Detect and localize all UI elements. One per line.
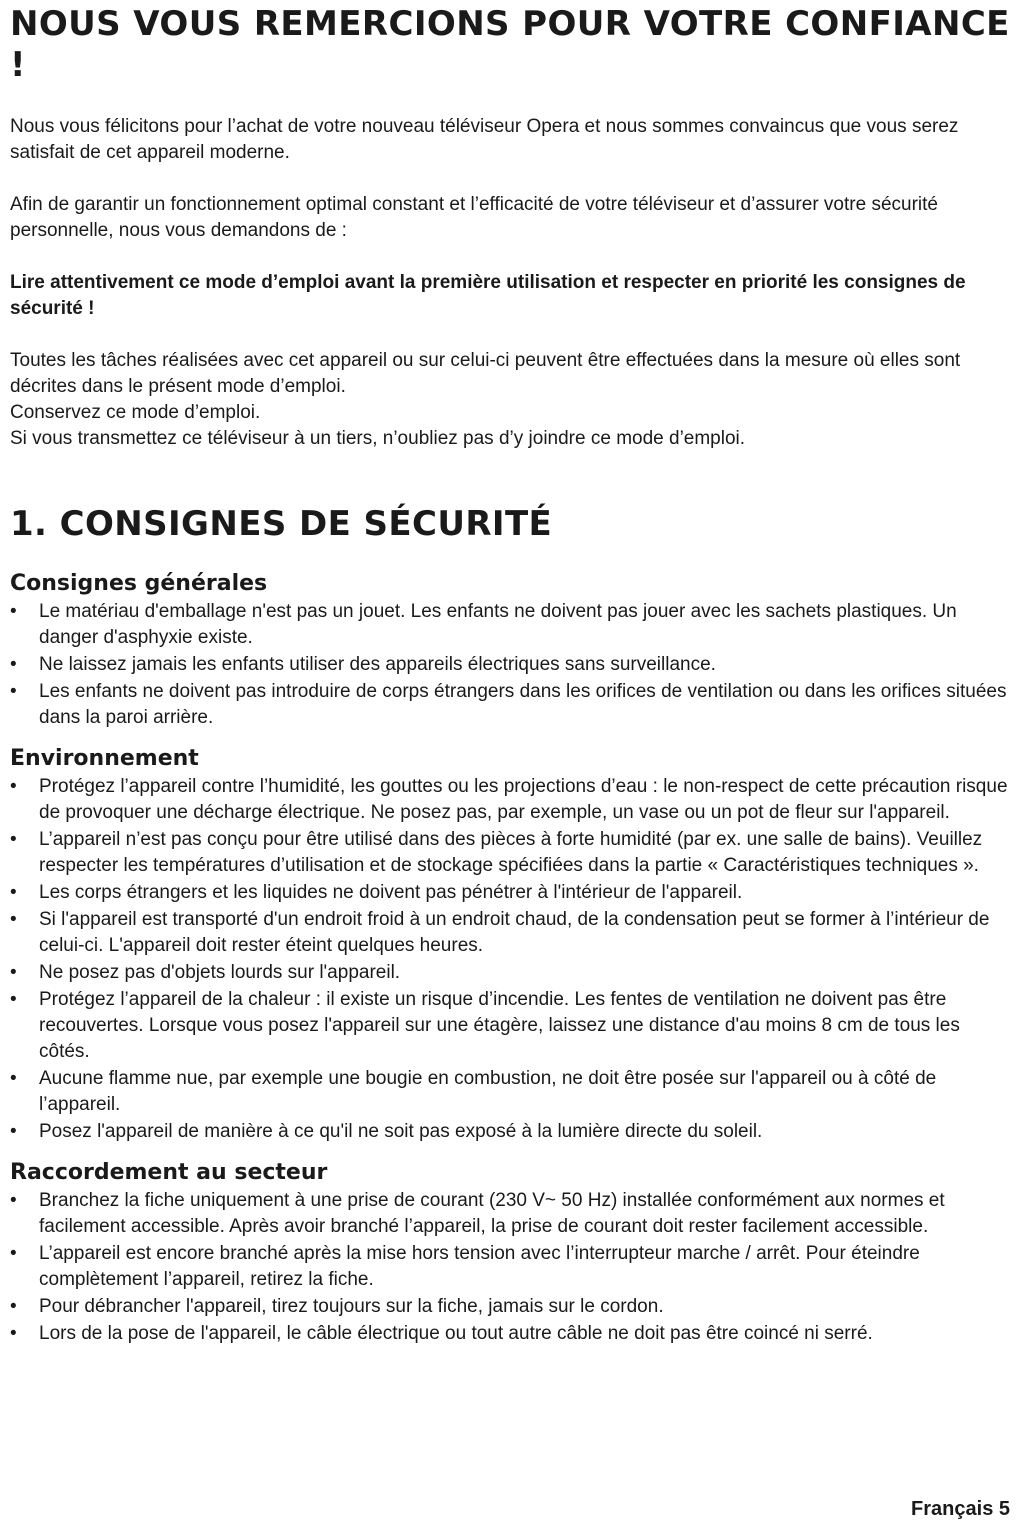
bullet-icon: •: [10, 1323, 17, 1344]
list-item: [10, 1188, 1010, 1240]
list-item: [10, 987, 1010, 1065]
list-item-text: Si l'appareil est transporté d'un endroit froid à un endroit chaud, de la condensation peut se former à l’intérieur de celui-ci. L'appareil doit rester éteint quelques heures.: [39, 909, 990, 956]
list-item-text: Les corps étrangers et les liquides ne doivent pas pénétrer à l'intérieur de l'appareil.: [39, 882, 743, 903]
bullet-icon: •: [10, 1243, 17, 1264]
bullet-icon: •: [10, 909, 17, 930]
list-item-text: Posez l'appareil de manière à ce qu'il ne soit pas exposé à la lumière directe du soleil.: [39, 1121, 763, 1142]
list-item: [10, 1241, 1010, 1293]
list-item: [10, 652, 1010, 678]
list-item-text: Protégez l’appareil de la chaleur : il existe un risque d’incendie. Les fentes de ventilation ne doivent pas être recouvertes. Lorsque vous posez l'appareil sur une étagère, laissez une distance d'au moins 8 cm de tous les côtés.: [39, 989, 960, 1062]
bullet-icon: •: [10, 962, 17, 983]
bullet-icon: •: [10, 1121, 17, 1142]
page-number: Français 5: [911, 1498, 1010, 1520]
bullet-icon: •: [10, 989, 17, 1010]
list-item-text: Le matériau d'emballage n'est pas un jouet. Les enfants ne doivent pas jouer avec les sachets plastiques. Un danger d'asphyxie existe.: [39, 601, 957, 648]
list-item-text: Les enfants ne doivent pas introduire de corps étrangers dans les orifices de ventilation ou dans les orifices situées dans la paroi arrière.: [39, 681, 1007, 728]
list-item: [10, 1294, 1010, 1320]
list-item-text: L’appareil n’est pas conçu pour être utilisé dans des pièces à forte humidité (par ex. une salle de bains). Veuillez respecter les températures d’utilisation et de stockage spécifiées dans la partie « Caractéristiques techniques ».: [39, 829, 983, 876]
list-item-text: Ne posez pas d'objets lourds sur l'appareil.: [39, 962, 401, 983]
list-item: [10, 827, 1010, 879]
intro-paragraph-warning: Lire attentivement ce mode d’emploi avant la première utilisation et respecter en priorité les consignes de sécurité !: [10, 272, 966, 319]
bullet-icon: •: [10, 1296, 17, 1317]
environment-list: [10, 774, 1010, 1145]
bullet-icon: •: [10, 776, 17, 797]
list-item: [10, 907, 1010, 959]
general-instructions: [10, 568, 1010, 731]
subsection-title-general: Consignes générales: [10, 571, 268, 596]
intro-paragraph-request: Afin de garantir un fonctionnement optimal constant et l’efficacité de votre téléviseur et d’assurer votre sécurité personnelle, nous vous demandons de :: [10, 194, 938, 241]
list-item-text: Protégez l’appareil contre l’humidité, les gouttes ou les projections d’eau : le non-respect de cette précaution risque de provoquer une décharge électrique. Ne posez pas, par exemple, un vase ou un pot de fleur sur l'appareil.: [39, 776, 1008, 823]
list-item: [10, 774, 1010, 826]
bullet-icon: •: [10, 1190, 17, 1211]
bullet-icon: •: [10, 681, 17, 702]
list-item-text: Ne laissez jamais les enfants utiliser des appareils électriques sans surveillance.: [39, 654, 716, 675]
list-item-text: Aucune flamme nue, par exemple une bougie en combustion, ne doit être posée sur l'appareil ou à côté de l’appareil.: [39, 1068, 937, 1115]
list-item-text: Branchez la fiche uniquement à une prise de courant (230 V~ 50 Hz) installée conformément aux normes et facilement accessible. Après avoir branché l’appareil, la prise de courant doit rester facilement accessible.: [39, 1190, 945, 1237]
list-item-text: Pour débrancher l'appareil, tirez toujours sur la fiche, jamais sur le cordon.: [39, 1296, 664, 1317]
list-item-text: Lors de la pose de l'appareil, le câble électrique ou tout autre câble ne doit pas être coincé ni serré.: [39, 1323, 873, 1344]
page-title: NOUS VOUS REMERCIONS POUR VOTRE CONFIANCE !: [10, 4, 1010, 85]
list-item: [10, 1066, 1010, 1118]
manual-page: [10, 4, 1010, 1348]
intro-section: [10, 114, 1010, 452]
bullet-icon: •: [10, 829, 17, 850]
intro-paragraph-tasks: Toutes les tâches réalisées avec cet appareil ou sur celui-ci peuvent être effectuées dans la mesure où elles sont décrites dans le présent mode d’emploi.: [10, 350, 961, 397]
list-item-text: L’appareil est encore branché après la mise hors tension avec l’interrupteur marche / arrêt. Pour éteindre complètement l’appareil, retirez la fiche.: [39, 1243, 920, 1290]
list-item: [10, 880, 1010, 906]
section-title: 1. CONSIGNES DE SÉCURITÉ: [10, 504, 553, 544]
environment-instructions: [10, 743, 1010, 1145]
list-item: [10, 599, 1010, 651]
intro-paragraph-keep: Conservez ce mode d’emploi.: [10, 402, 261, 423]
intro-paragraph-transfer: Si vous transmettez ce téléviseur à un tiers, n’oubliez pas d’y joindre ce mode d’emploi.: [10, 428, 746, 449]
power-instructions: [10, 1157, 1010, 1347]
bullet-icon: •: [10, 1068, 17, 1089]
bullet-icon: •: [10, 882, 17, 903]
subsection-title-environment: Environnement: [10, 746, 199, 771]
list-item: [10, 679, 1010, 731]
general-list: [10, 599, 1010, 731]
intro-paragraph-congrats: Nous vous félicitons pour l’achat de votre nouveau téléviseur Opera et nous sommes convaincus que vous serez satisfait de cet appareil moderne.: [10, 116, 959, 163]
list-item: [10, 1321, 1010, 1347]
list-item: [10, 1119, 1010, 1145]
power-list: [10, 1188, 1010, 1347]
subsection-title-power: Raccordement au secteur: [10, 1160, 328, 1185]
bullet-icon: •: [10, 654, 17, 675]
list-item: [10, 960, 1010, 986]
bullet-icon: •: [10, 601, 17, 622]
